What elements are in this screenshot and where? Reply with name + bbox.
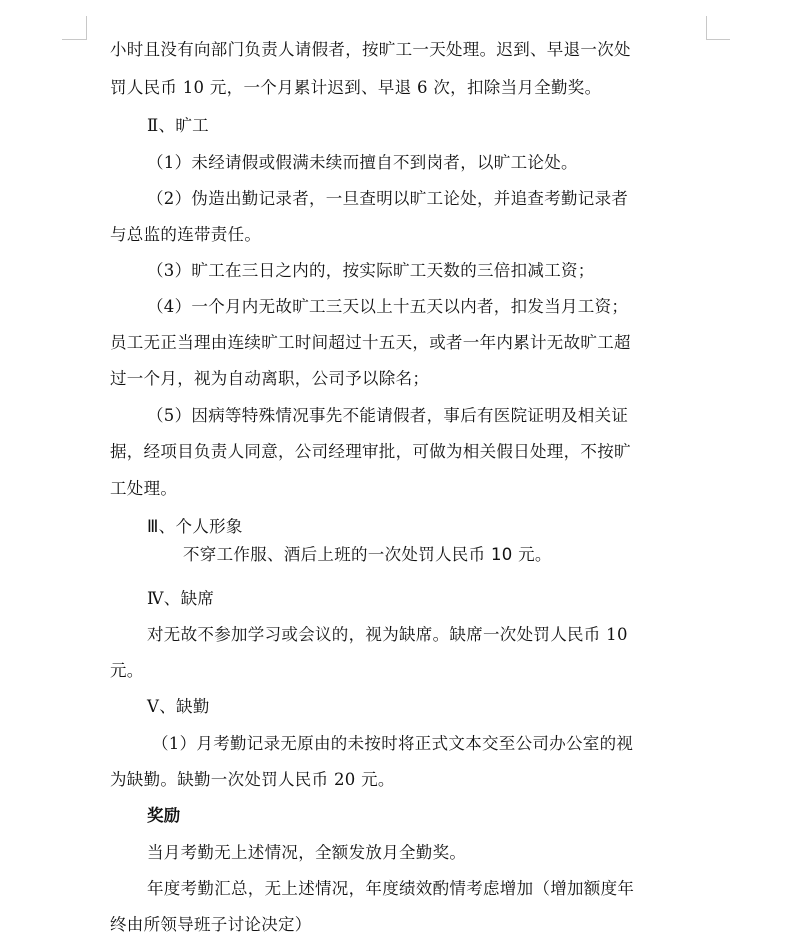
section-heading-personal-image: Ⅲ、个人形象 — [147, 517, 243, 536]
text-line: 工处理。 — [110, 479, 178, 498]
text-line: 罚人民币 10 元，一个月累计迟到、早退 6 次，扣除当月全勤奖。 — [110, 78, 602, 97]
text-line: 为缺勤。缺勤一次处罚人民币 20 元。 — [110, 770, 395, 789]
crop-mark-top-left-h — [62, 39, 86, 40]
section-heading-absenteeism: Ⅱ、旷工 — [147, 116, 209, 135]
text-line: （1）月考勤记录无原由的未按时将正式文本交至公司办公室的视 — [152, 734, 634, 753]
text-line: 当月考勤无上述情况，全额发放月全勤奖。 — [147, 843, 467, 862]
text-line: 元。 — [110, 661, 144, 680]
text-line: （1）未经请假或假满未续而擅自不到岗者，以旷工论处。 — [147, 153, 578, 172]
text-line: 与总监的连带责任。 — [110, 225, 262, 244]
text-line: （4）一个月内无故旷工三天以上十五天以内者，扣发当月工资； — [147, 297, 629, 316]
text-line: （3）旷工在三日之内的，按实际旷工天数的三倍扣减工资； — [147, 261, 595, 280]
section-heading-lack-of-attendance: Ⅴ、缺勤 — [147, 697, 210, 716]
text-line: 过一个月，视为自动离职，公司予以除名； — [110, 369, 430, 388]
section-heading-rewards: 奖励 — [147, 806, 181, 825]
text-line: 小时且没有向部门负责人请假者，按旷工一天处理。迟到、早退一次处 — [110, 40, 631, 59]
text-line: 终由所领导班子讨论决定） — [110, 915, 312, 934]
text-line: （5）因病等特殊情况事先不能请假者，事后有医院证明及相关证 — [147, 406, 629, 425]
crop-mark-top-left-v — [86, 16, 87, 40]
text-line: 据，经项目负责人同意，公司经理审批，可做为相关假日处理，不按旷 — [110, 442, 631, 461]
text-line: （2）伪造出勤记录者，一旦查明以旷工论处，并追查考勤记录者 — [147, 189, 629, 208]
text-line: 员工无正当理由连续旷工时间超过十五天，或者一年内累计无故旷工超 — [110, 333, 631, 352]
text-line: 不穿工作服、酒后上班的一次处罚人民币 10 元。 — [183, 545, 552, 564]
text-line: 对无故不参加学习或会议的，视为缺席。缺席一次处罚人民币 10 — [147, 625, 628, 644]
text-line: 年度考勤汇总，无上述情况，年度绩效酌情考虑增加（增加额度年 — [147, 879, 635, 898]
section-heading-absence: Ⅳ、缺席 — [147, 589, 215, 608]
crop-mark-top-right-v — [706, 16, 707, 40]
